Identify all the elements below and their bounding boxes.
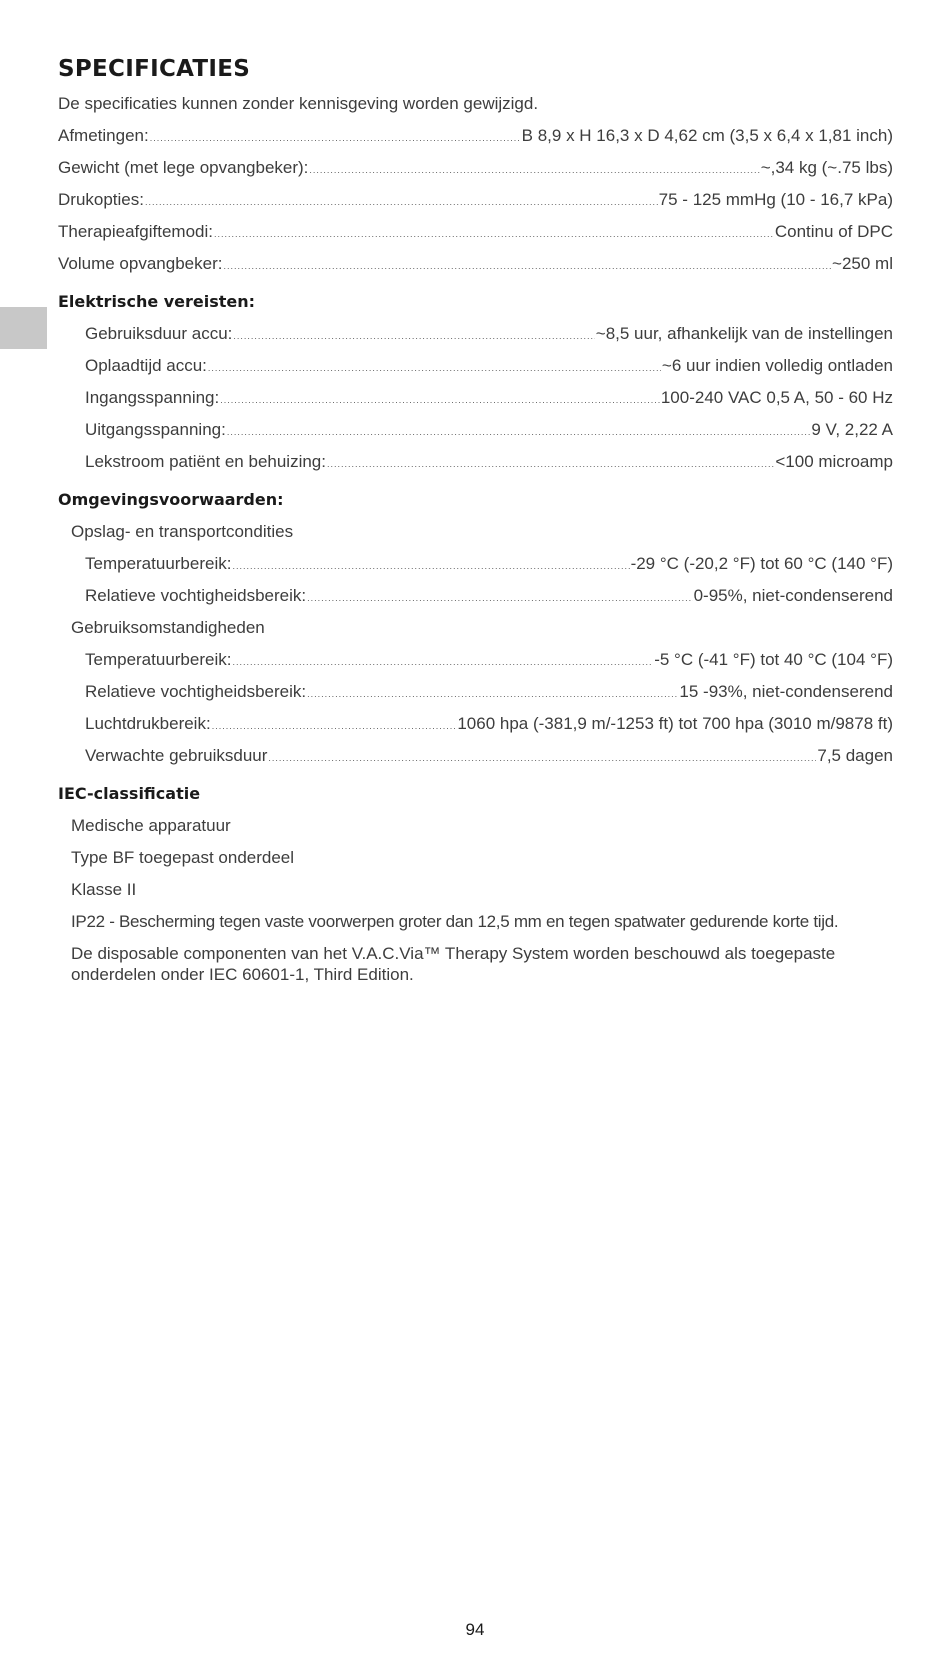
spec-row-dimensions bbox=[58, 120, 893, 152]
spec-row-air-pressure bbox=[58, 708, 893, 740]
spec-value: Continu of DPC bbox=[774, 222, 893, 241]
dot-leader bbox=[145, 186, 658, 218]
dot-leader bbox=[220, 384, 660, 416]
spec-value: <100 microamp bbox=[775, 452, 893, 471]
specifications-section bbox=[58, 50, 893, 985]
use-subheading: Gebruiksomstandigheden bbox=[71, 618, 265, 637]
section-tab-marker bbox=[0, 307, 47, 349]
spec-label: Volume opvangbeker: bbox=[58, 254, 223, 273]
spec-label: Temperatuurbereik: bbox=[85, 554, 232, 573]
spec-row-storage-temperature bbox=[58, 548, 893, 580]
spec-row-input-voltage bbox=[58, 382, 893, 414]
environment-heading: Omgevingsvoorwaarden: bbox=[58, 490, 284, 509]
dot-leader bbox=[327, 448, 774, 480]
spec-value: B 8,9 x H 16,3 x D 4,62 cm (3,5 x 6,4 x 1,81 inch) bbox=[521, 126, 893, 145]
spec-row-battery-life bbox=[58, 318, 893, 350]
spec-label: Uitgangsspanning: bbox=[85, 420, 226, 439]
spec-row-expected-lifetime bbox=[58, 740, 893, 772]
spec-value: 7,5 dagen bbox=[817, 746, 893, 765]
spec-label: Ingangsspanning: bbox=[85, 388, 220, 407]
spec-value: ~6 uur indien volledig ontladen bbox=[661, 356, 893, 375]
storage-subheading: Opslag- en transportcondities bbox=[71, 522, 294, 541]
iec-item: Type BF toegepast onderdeel bbox=[71, 848, 295, 867]
dot-leader bbox=[208, 352, 661, 384]
dot-leader bbox=[232, 646, 653, 678]
spec-label: Verwachte gebruiksduur bbox=[85, 746, 268, 765]
iec-item: Klasse II bbox=[71, 880, 137, 899]
spec-label: Drukopties: bbox=[58, 190, 144, 209]
dot-leader bbox=[223, 250, 831, 282]
spec-row-use-humidity bbox=[58, 676, 893, 708]
spec-row-canister-volume bbox=[58, 248, 893, 280]
spec-label: Gewicht (met lege opvangbeker): bbox=[58, 158, 309, 177]
spec-label: Oplaadtijd accu: bbox=[85, 356, 207, 375]
spec-row-use-temperature bbox=[58, 644, 893, 676]
spec-value: ~,34 kg (~.75 lbs) bbox=[760, 158, 893, 177]
spec-value: -29 °C (-20,2 °F) tot 60 °C (140 °F) bbox=[630, 554, 893, 573]
spec-value: -5 °C (-41 °F) tot 40 °C (104 °F) bbox=[654, 650, 893, 669]
spec-label: Gebruiksduur accu: bbox=[85, 324, 233, 343]
dot-leader bbox=[212, 710, 457, 742]
spec-value: 100-240 VAC 0,5 A, 50 - 60 Hz bbox=[660, 388, 893, 407]
iec-item-ip22: IP22 - Bescherming tegen vaste voorwerpen groter dan 12,5 mm en tegen spatwater gedurende korte tijd. bbox=[71, 912, 839, 931]
spec-label: Lekstroom patiënt en behuizing: bbox=[85, 452, 326, 471]
spec-row-charge-time bbox=[58, 350, 893, 382]
page-title: SPECIFICATIES bbox=[58, 56, 251, 82]
iec-heading: IEC-classificatie bbox=[58, 784, 201, 803]
page-number: 94 bbox=[465, 1620, 485, 1639]
dot-leader bbox=[307, 582, 692, 614]
spec-label: Afmetingen: bbox=[58, 126, 149, 145]
dot-leader bbox=[227, 416, 811, 448]
spec-value: 1060 hpa (-381,9 m/-1253 ft) tot 700 hpa (3010 m/9878 ft) bbox=[457, 714, 893, 733]
spec-row-output-voltage bbox=[58, 414, 893, 446]
spec-label: Temperatuurbereik: bbox=[85, 650, 232, 669]
spec-label: Therapieafgiftemodi: bbox=[58, 222, 213, 241]
spec-row-storage-humidity bbox=[58, 580, 893, 612]
spec-row-leakage-current bbox=[58, 446, 893, 478]
dot-leader bbox=[307, 678, 678, 710]
electrical-heading: Elektrische vereisten: bbox=[58, 292, 256, 311]
spec-row-weight bbox=[58, 152, 893, 184]
dot-leader bbox=[268, 742, 816, 774]
dot-leader bbox=[309, 154, 759, 186]
spec-row-therapy-modes bbox=[58, 216, 893, 248]
spec-label: Relatieve vochtigheidsbereik: bbox=[85, 586, 307, 605]
spec-value: 15 -93%, niet-condenserend bbox=[679, 682, 893, 701]
spec-value: ~8,5 uur, afhankelijk van de instellingen bbox=[595, 324, 893, 343]
spec-value: 75 - 125 mmHg (10 - 16,7 kPa) bbox=[658, 190, 893, 209]
spec-value: 0-95%, niet-condenserend bbox=[693, 586, 893, 605]
intro-text: De specificaties kunnen zonder kennisgeving worden gewijzigd. bbox=[58, 94, 539, 113]
spec-label: Relatieve vochtigheidsbereik: bbox=[85, 682, 307, 701]
iec-item: Medische apparatuur bbox=[71, 816, 231, 835]
iec-note: De disposable componenten van het V.A.C.Via™ Therapy System worden beschouwd als toegepaste onderdelen onder IEC 60601-1, Third Edition. bbox=[71, 944, 836, 984]
spec-value: 9 V, 2,22 A bbox=[811, 420, 893, 439]
dot-leader bbox=[150, 122, 521, 154]
dot-leader bbox=[233, 320, 594, 352]
dot-leader bbox=[214, 218, 774, 250]
spec-value: ~250 ml bbox=[832, 254, 893, 273]
spec-label: Luchtdrukbereik: bbox=[85, 714, 211, 733]
spec-row-pressure-options bbox=[58, 184, 893, 216]
dot-leader bbox=[232, 550, 629, 582]
